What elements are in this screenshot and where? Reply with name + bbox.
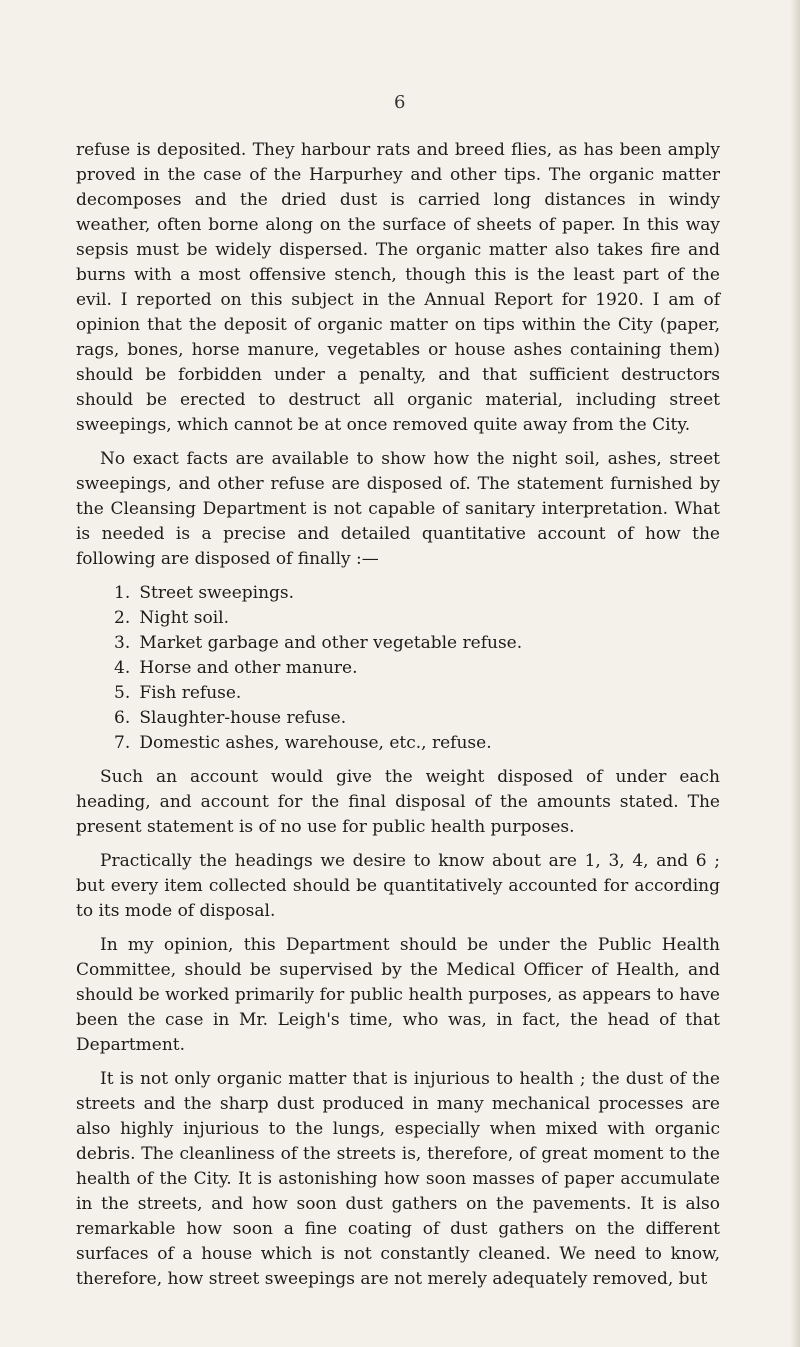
list-item [114,581,720,606]
list-item-number: 2. [114,608,131,628]
page-edge-shadow [790,0,800,1347]
list-item-text: Market garbage and other vegetable refuse. [139,633,523,653]
list-item-text: Street sweepings. [139,583,295,603]
paragraph: refuse is deposited. They harbour rats and breed flies, as has been amply proved in the case of the Harpurhey and other tips. The organic matter decomposes and the dried dust is carried long distances in windy weather, often borne along on the surface of sheets of paper. In this way sepsis must be widely dispersed. The organic matter also takes fire and burns with a most offensive stench, though this is the least part of the evil. I reported on this subject in the Annual Report for 1920. I am of opinion that the deposit of organic matter on tips within the City (paper, rags, bones, horse manure, vegetables or house ashes containing them) should be forbidden under a penalty, and that sufficient destructors should be erected to destruct all organic material, including street sweepings, which cannot be at once removed quite away from the City. [76,140,720,435]
list-item-number: 1. [114,583,131,603]
list-item [114,731,720,756]
list-item [114,706,720,731]
list-item [114,656,720,681]
page-number: 6 [394,92,406,113]
list-item-number: 7. [114,733,131,753]
list-item-number: 3. [114,633,131,653]
list-item-text: Fish refuse. [139,683,242,703]
paragraph: Practically the headings we desire to know about are 1, 3, 4, and 6 ; but every item collected should be quantitatively accounted for according to its mode of disposal. [76,851,720,921]
list-item [114,606,720,631]
list-item-text: Domestic ashes, warehouse, etc., refuse. [139,733,492,753]
list-item-text: Night soil. [139,608,230,628]
paragraph: It is not only organic matter that is injurious to health ; the dust of the streets and the sharp dust produced in many mechanical processes are also highly injurious to the lungs, especially when mixed with organic debris. The cleanliness of the streets is, therefore, of great moment to the health of the City. It is astonishing how soon masses of paper accumulate in the streets, and how soon dust gathers on the pavements. It is also remarkable how soon a fine coating of dust gathers on the different surfaces of a house which is not constantly cleaned. We need to know, therefore, how street sweepings are not merely adequately removed, but [76,1069,720,1289]
paragraph: In my opinion, this Department should be under the Public Health Committee, should be supervised by the Medical Officer of Health, and should be worked primarily for public health purposes, as appears to have been the case in Mr. Leigh's time, who was, in fact, the head of that Department. [76,935,720,1055]
paragraph: No exact facts are available to show how the night soil, ashes, street sweepings, and other refuse are disposed of. The statement furnished by the Cleansing Department is not capable of sanitary interpretation. What is needed is a precise and detailed quantitative account of how the following are disposed of finally :— [76,449,720,569]
list-item-text: Slaughter-house refuse. [139,708,347,728]
list-item-number: 6. [114,708,131,728]
list-item [114,681,720,706]
list-item-number: 5. [114,683,131,703]
list-item-text: Horse and other manure. [139,658,358,678]
page-body [76,138,720,1292]
disposal-list [76,581,720,756]
paragraph: Such an account would give the weight disposed of under each heading, and account for the final disposal of the amounts stated. The present statement is of no use for public health purposes. [76,767,720,837]
list-item [114,631,720,656]
list-item-number: 4. [114,658,131,678]
